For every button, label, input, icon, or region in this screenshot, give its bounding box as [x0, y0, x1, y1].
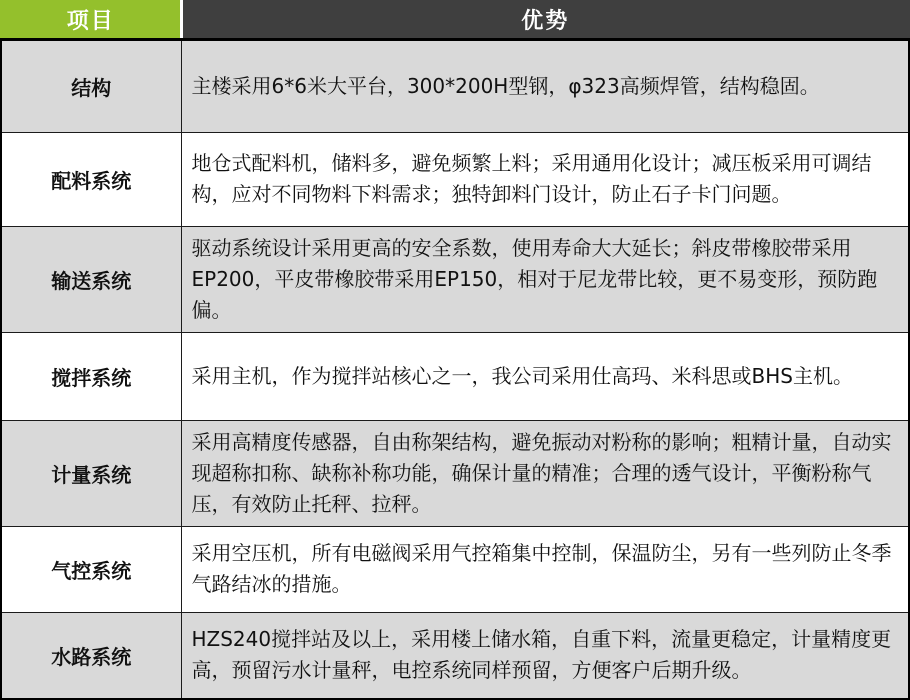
header-cell-item: 项目 — [1, 1, 181, 39]
table-row-pneumatic — [1, 526, 909, 612]
row-advantage: 驱动系统设计采用更高的安全系数，使用寿命大大延长；斜皮带橡胶带采用EP200，平皮带橡胶带采用EP150，相对于尼龙带比较，更不易变形，预防跑偏。 — [181, 226, 909, 332]
row-advantage: 采用主机，作为搅拌站核心之一，我公司采用仕高玛、米科思或BHS主机。 — [181, 332, 909, 420]
table-header — [1, 1, 909, 39]
table-row-water — [1, 612, 909, 699]
row-advantage: 采用空压机，所有电磁阀采用气控箱集中控制，保温防尘，另有一些列防止冬季气路结冰的措施。 — [181, 526, 909, 612]
row-label: 配料系统 — [1, 132, 181, 226]
row-label: 气控系统 — [1, 526, 181, 612]
table-row-conveying — [1, 226, 909, 332]
row-label: 计量系统 — [1, 420, 181, 526]
row-label: 结构 — [1, 39, 181, 132]
row-advantage: 主楼采用6*6米大平台，300*200H型钢，φ323高频焊管，结构稳固。 — [181, 39, 909, 132]
table-body — [1, 39, 909, 699]
row-advantage: 地仓式配料机，储料多，避免频繁上料；采用通用化设计；减压板采用可调结构，应对不同物料下料需求；独特卸料门设计，防止石子卡门问题。 — [181, 132, 909, 226]
row-label: 输送系统 — [1, 226, 181, 332]
table-row-batching — [1, 132, 909, 226]
table-row-mixing — [1, 332, 909, 420]
row-label: 水路系统 — [1, 612, 181, 699]
header-row — [1, 1, 909, 39]
table-row-weighing — [1, 420, 909, 526]
row-advantage: 采用高精度传感器，自由称架结构，避免振动对粉称的影响；粗精计量，自动实现超称扣称、缺称补称功能，确保计量的精准；合理的透气设计，平衡粉称气压，有效防止托秤、拉秤。 — [181, 420, 909, 526]
header-cell-advantage: 优势 — [181, 1, 909, 39]
row-advantage: HZS240搅拌站及以上，采用楼上储水箱，自重下料，流量更稳定，计量精度更高，预留污水计量秤，电控系统同样预留，方便客户后期升级。 — [181, 612, 909, 699]
row-label: 搅拌系统 — [1, 332, 181, 420]
table-row-structure — [1, 39, 909, 132]
